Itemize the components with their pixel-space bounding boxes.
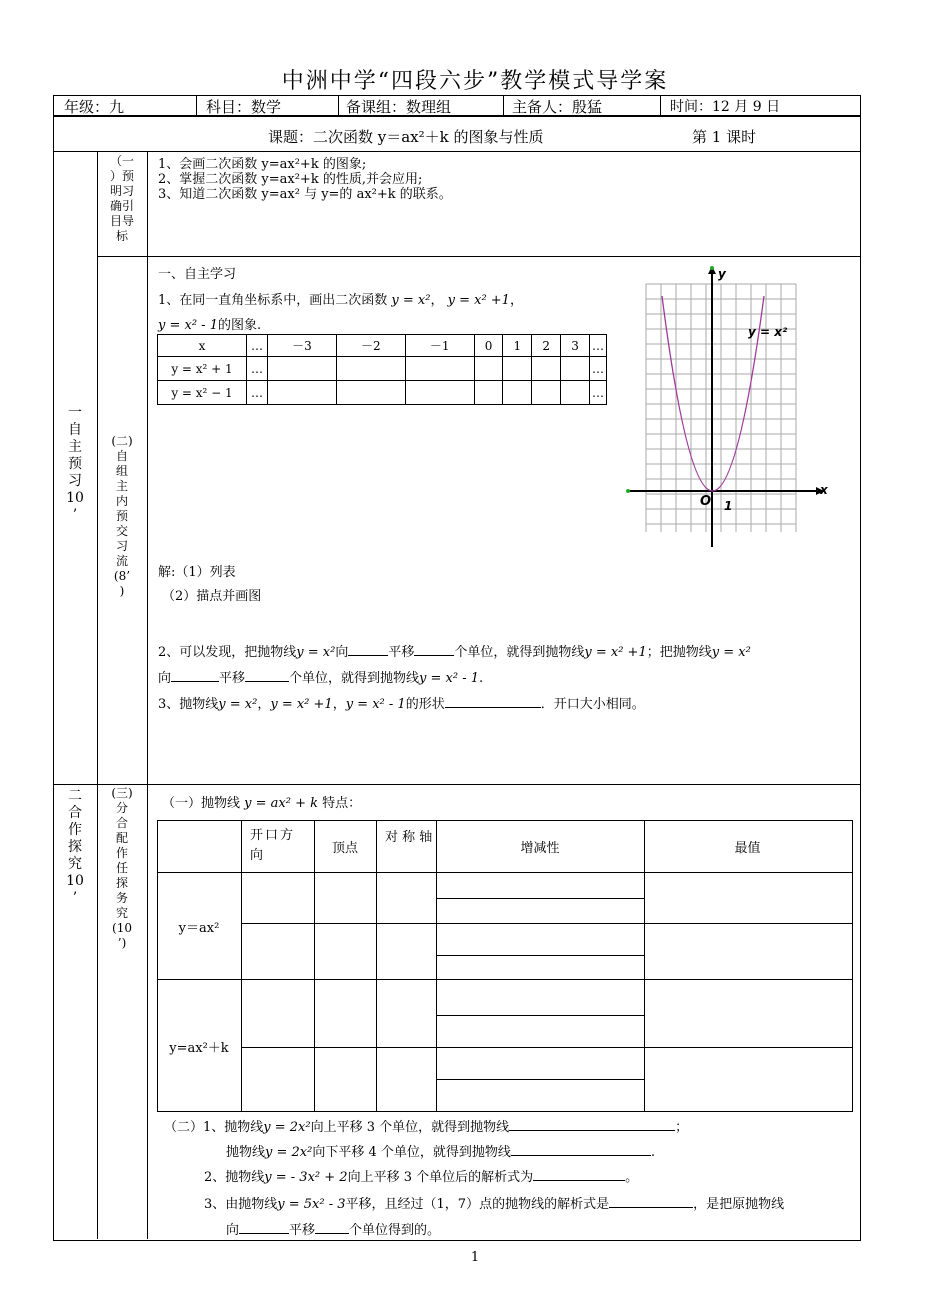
group-field: 备课组：数理组	[346, 98, 452, 116]
coordinate-graph	[620, 262, 840, 552]
document-title: 中洲中学“四段六步”教学模式导学案	[281, 69, 669, 94]
blank[interactable]	[609, 1194, 693, 1208]
table-row2-label: y = x² − 1	[158, 381, 247, 405]
grade-field: 年级：九	[64, 98, 125, 116]
blank[interactable]	[348, 642, 388, 656]
sub2-label: (二) 自 组 主 内 预 交 习 流 (8’ )	[111, 434, 133, 598]
section1-label: 一 自 主 预 习 10 ’	[66, 405, 84, 523]
blank[interactable]	[414, 642, 454, 656]
question-1-cont: y = x² - 1的图象.	[158, 318, 262, 333]
header-axis: 对 称 轴	[385, 830, 433, 845]
blank[interactable]	[533, 1167, 625, 1181]
time-field: 时间：12 月 9 日	[670, 99, 781, 115]
goal-3: 3、知道二次函数 y=ax² 与 y=的 ax²+k 的联系。	[158, 187, 452, 202]
sub3-label: (三) 分 合 配 作 任 探 务 究 (10 ’)	[111, 786, 133, 950]
lesson-topic: 课题：二次函数 y＝ax²＋k 的图象与性质	[268, 128, 544, 146]
part2-q3: 3、由抛物线y = 5x² - 3平移，且经过（1，7）点的抛物线的解析式是 ，是把原抛物线	[204, 1193, 784, 1212]
part2-q3b: 向 平移 个单位得到的。	[226, 1219, 440, 1238]
unit-label: 1	[724, 499, 733, 513]
preparer-field: 主备人：殷猛	[512, 98, 603, 116]
blank[interactable]	[171, 668, 219, 682]
header-open-direction: 开口方向	[250, 828, 296, 863]
blank[interactable]	[315, 1220, 349, 1234]
self-study-heading: 一、自主学习	[158, 267, 237, 282]
goal-2: 2、掌握二次函数 y=ax²+k 的性质,并会应用;	[158, 172, 423, 187]
row-label-ax2: y＝ax²	[178, 921, 220, 936]
table-row1-label: y = x² + 1	[158, 357, 247, 381]
x-axis-label: x	[820, 483, 828, 497]
y-axis-label: y	[718, 267, 726, 281]
sub1-label: （一 ）预 明习 确引 目导 标	[109, 154, 134, 243]
blank[interactable]	[445, 694, 541, 708]
goal-1: 1、会画二次函数 y=ax²+k 的图象;	[158, 157, 367, 172]
formula-y-x2-minus1: y = x² - 1	[158, 318, 218, 333]
part2-q1: （二）1、抛物线y = 2x²向上平移 3 个单位，就得到抛物线 ；	[164, 1116, 688, 1135]
question-3: 3、抛物线y = x²，y = x² +1，y = x² - 1的形状 ．开口大小相同。	[158, 693, 645, 712]
part2-q1b: 抛物线y = 2x²向下平移 4 个单位，就得到抛物线 .	[226, 1141, 655, 1160]
row-label-ax2-k: y=ax²＋k	[169, 1041, 229, 1056]
section2-label: 二 合 作 探 究 10 ’	[66, 788, 84, 906]
lesson-period: 第 1 课时	[692, 128, 757, 146]
formula-y-x2: y = x²	[391, 293, 431, 308]
question-2-cont: 向 平移 个单位，就得到抛物线y = x² - 1.	[158, 667, 483, 686]
solution-step1: 解:（1）列表	[158, 565, 236, 580]
question-1: 1、在同一直角坐标系中，画出二次函数 y = x²， y = x² +1，	[158, 293, 523, 308]
blank[interactable]	[245, 668, 289, 682]
part1-heading: （一）抛物线 y = ax² + k 特点：	[162, 796, 362, 811]
page-number: 1	[470, 1250, 480, 1265]
part2-q2: 2、抛物线y = - 3x² + 2向上平移 3 个单位后的解析式为 。	[204, 1166, 638, 1185]
blank[interactable]	[509, 1117, 675, 1131]
blank[interactable]	[511, 1142, 651, 1156]
question-2: 2、可以发现，把抛物线y = x²向 平移 个单位，就得到抛物线y = x² +1；把抛物线y = x²	[158, 641, 751, 660]
header-extreme: 最值	[734, 841, 761, 856]
header-monotonicity: 增减性	[520, 841, 560, 856]
header-vertex: 顶点	[331, 841, 358, 856]
subject-field: 科目：数学	[206, 98, 282, 116]
blank[interactable]	[239, 1220, 289, 1234]
value-table: x … －3 －2 －1 0 1 2 3 … y = x² + 1 … … y = x² − 1 … …	[157, 334, 607, 405]
solution-step2: （2）描点并画图	[162, 589, 262, 604]
origin-label: O	[700, 494, 712, 509]
formula-y-x2-plus1: y = x² +1	[447, 293, 510, 308]
curve-label: y = x²	[748, 325, 788, 339]
